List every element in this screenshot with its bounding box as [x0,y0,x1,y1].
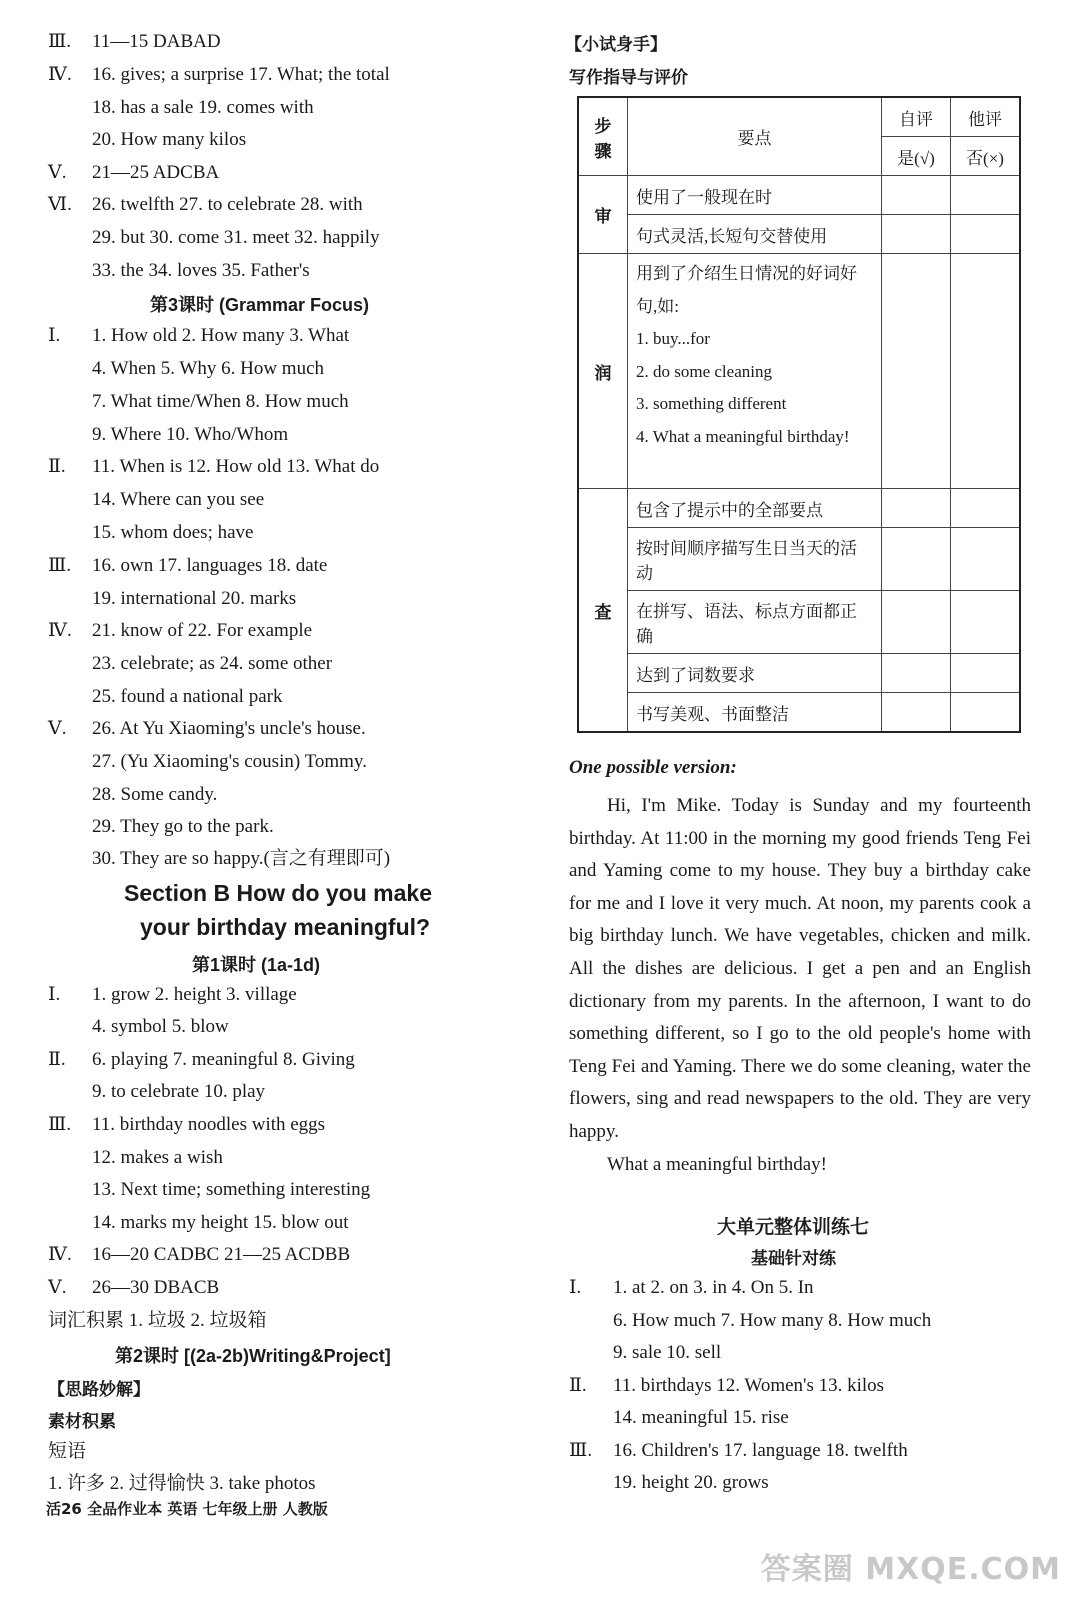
step-check: 查 [578,489,628,733]
answer-line: Ⅲ. 16. own 17. languages 18. date [48,555,328,576]
answer-line: Ⅰ. 1. grow 2. height 3. village [48,984,297,1005]
version-label: One possible version: [569,757,737,778]
essay-paragraph: Hi, I'm Mike. Today is Sunday and my fourteenth birthday. At 11:00 in the morning my good friends Teng Fei and Yaming come to my house. They buy a birthday cake for me and I love it very much. At noon, my parents cook a big birthday lunch. We have vegetables, chicken and milk. All the dishes are delicious. I get a pen and an English dictionary from my parents. In the afternoon, I want to do something different, so I go to the old people's home with Teng Fei and Yaming. There we do some cleaning, water the flowers, sing and read newspapers to the old. They are very happy. [569,795,1031,1142]
header-no: 否(×) [951,137,1021,176]
section-b-title: Section B How do you make [124,880,432,906]
answer-line: Ⅱ. 6. playing 7. meaningful 8. Giving [48,1049,355,1070]
answer-line: 12. makes a wish [92,1147,223,1168]
answer-line: 9. sale 10. sell [613,1342,722,1363]
sample-essay [569,790,1031,1181]
answer-line: 25. found a national park [92,686,283,707]
answer-line: Ⅴ. 26. At Yu Xiaoming's uncle's house. [48,718,366,739]
answer-line: Ⅰ. 1. at 2. on 3. in 4. On 5. In [569,1277,814,1298]
header-self: 自评 [882,97,951,137]
answer-line: 20. How many kilos [92,129,247,150]
answer-line: Ⅴ. 26—30 DBACB [48,1277,220,1298]
answer-line: Ⅳ. 16—20 CADBC 21—25 ACDBB [48,1244,351,1265]
essay-paragraph: What a meaningful birthday! [607,1153,828,1175]
criterion: 句式灵活,长短句交替使用 [628,215,882,254]
step-polish: 润 [578,254,628,489]
answer-line: 28. Some candy. [92,784,218,805]
criterion: 在拼写、语法、标点方面都正确 [628,591,882,654]
answer-line: 4. When 5. Why 6. How much [92,358,325,379]
criterion: 使用了一般现在时 [628,176,882,215]
answer-line: 14. meaningful 15. rise [613,1407,789,1428]
answer-line: Ⅱ. 11. birthdays 12. Women's 13. kilos [569,1375,885,1396]
answer-line: 6. How much 7. How many 8. How much [613,1310,932,1331]
answer-line: 19. international 20. marks [92,588,297,609]
phrase-label: 短语 [48,1441,87,1462]
phrase-line: 1. 许多 2. 过得愉快 3. take photos [48,1473,316,1494]
answer-line: 13. Next time; something interesting [92,1179,371,1200]
answer-line: Ⅳ. 21. know of 22. For example [48,620,313,641]
watermark-logo: 答案圈 MXQE.COM [760,1552,1061,1587]
header-point: 要点 [628,97,882,176]
answer-line: Ⅳ. 16. gives; a surprise 17. What; the total [48,64,390,85]
answer-line: Ⅰ. 1. How old 2. How many 3. What [48,325,350,346]
answer-line: 30. They are so happy.(言之有理即可) [92,848,391,869]
lesson1-title: 第1课时 (1a-1d) [192,955,321,975]
guide-label: 写作指导与评价 [569,68,688,88]
answer-line: 14. marks my height 15. blow out [92,1212,349,1233]
answer-line: Ⅱ. 11. When is 12. How old 13. What do [48,456,380,477]
answer-line: Ⅲ. 11—15 DABAD [48,31,221,52]
answer-line: 18. has a sale 19. comes with [92,97,314,118]
vocab-line: 词汇积累 1. 垃圾 2. 垃圾箱 [48,1310,267,1331]
criterion: 按时间顺序描写生日当天的活动 [628,528,882,591]
answer-line: 19. height 20. grows [613,1472,769,1493]
answer-line: 27. (Yu Xiaoming's cousin) Tommy. [92,751,367,772]
answer-line: 14. Where can you see [92,489,265,510]
answer-line: 15. whom does; have [92,522,254,543]
try-label: 【小试身手】 [565,35,667,55]
lesson2-title: 第2课时 [(2a-2b)Writing&Project] [115,1346,391,1366]
criterion-polish: 用到了介绍生日情况的好词好句,如: 1. buy...for 2. do some cleaning 3. something different 4. What a meaningful birthday! [628,254,882,489]
lesson3-title: 第3课时 (Grammar Focus) [150,295,370,315]
answer-line: 29. They go to the park. [92,816,274,837]
answer-line: Ⅵ. 26. twelfth 27. to celebrate 28. with [48,194,363,215]
header-yes: 是(√) [882,137,951,176]
answer-line: 23. celebrate; as 24. some other [92,653,333,674]
answer-line: 9. Where 10. Who/Whom [92,424,289,445]
page-footer: 活26 全品作业本 英语 七年级上册 人教版 [46,1500,328,1518]
header-other: 他评 [951,97,1021,137]
material-label: 素材积累 [48,1412,116,1432]
unit-title: 大单元整体训练七 [717,1217,870,1238]
answer-line: 29. but 30. come 31. meet 32. happily [92,227,380,248]
answer-line: Ⅲ. 16. Children's 17. language 18. twelfth [569,1440,908,1461]
unit-subtitle: 基础针对练 [751,1249,836,1268]
criterion: 包含了提示中的全部要点 [628,489,882,528]
header-step: 步骤 [578,97,628,176]
section-b-subtitle: your birthday meaningful? [140,914,431,940]
answer-line: 33. the 34. loves 35. Father's [92,260,310,281]
answer-line: 9. to celebrate 10. play [92,1081,266,1102]
criterion: 达到了词数要求 [628,654,882,693]
evaluation-table [577,96,1021,733]
answer-line: Ⅴ. 21—25 ADCBA [48,162,220,183]
criterion: 书写美观、书面整洁 [628,693,882,733]
step-review: 审 [578,176,628,254]
answer-line: 7. What time/When 8. How much [92,391,349,412]
answer-line: Ⅲ. 11. birthday noodles with eggs [48,1114,326,1135]
idea-label: 【思路妙解】 [48,1380,150,1400]
answer-line: 4. symbol 5. blow [92,1016,229,1037]
